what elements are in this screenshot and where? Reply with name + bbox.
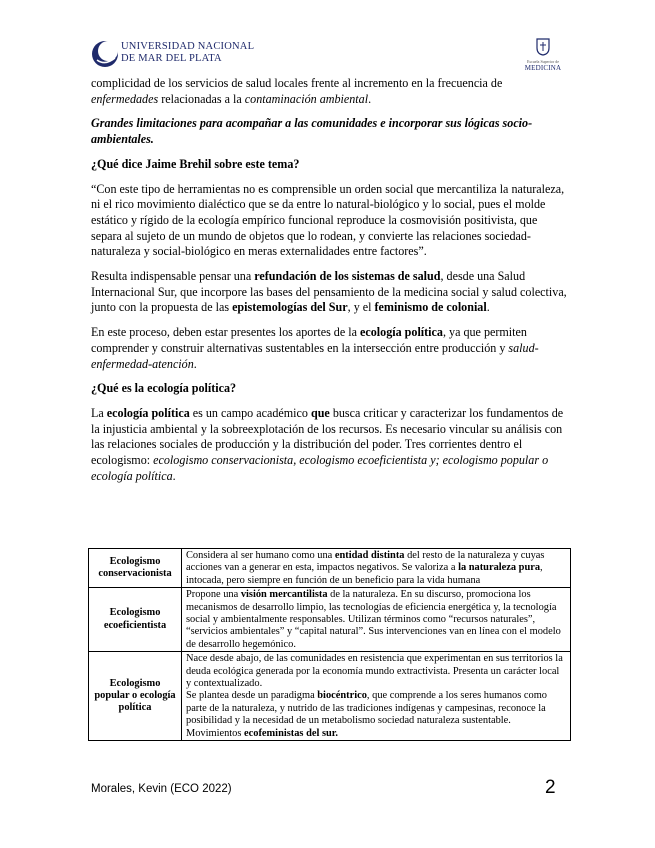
- row-desc-popular: Nace desde abajo, de las comunidades en resistencia que experimentan en sus territorios la deuda ecológica generada por la economía mundo extractivista. Presenta un carácter local y contextualizado. Se plantea desde un paradigma biocéntrico, que comprende a los seres humanos como parte de la naturaleza, y nutrido de las tradiciones indígenas y campesinas, reconoce la posibilidad y la necesidad de un metabolismo sociedad naturaleza sustentable. Movimientos ecofeministas del sur.: [182, 652, 571, 741]
- table-row: [89, 549, 571, 588]
- faculty-crest-icon: [536, 38, 550, 56]
- faculty-name-bottom: MEDICINA: [524, 64, 562, 72]
- row-desc-ecoeficientista: Propone una visión mercantilista de la naturaleza. En su discurso, promociona los mecanismos de desarrollo limpio, las tecnologías de eficiencia energética y, la tecnología social y ambientalmente responsables. Utilizan términos como “recursos naturales”, “servicios ambientales” y “capital natural”. Sus intervenciones van en línea con el modelo de desarrollo hegemónico.: [182, 588, 571, 652]
- row-desc-conservacionista: Considera al ser humano como una entidad distinta del resto de la naturaleza y cuyas acciones van a generar en esta, impactos negativos. Se valoriza a la naturaleza pura, intocada, pero siempre en función de un beneficio para la vida humana: [182, 549, 571, 588]
- footer-author: Morales, Kevin (ECO 2022): [91, 783, 232, 795]
- quote-breilh: “Con este tipo de herramientas no es comprensible un orden social que mercantiliza la naturaleza, ni el rico movimiento dialéctico que se da entre lo natural-biológico y lo social, pues el molde estático y rígido de la ecología empírico funcional reproduce la cosmovisión positivista, que separa al sujeto de un mundo de objetos que lo rodean, y convierte las relaciones sociedad-naturaleza y social-biológico en meras externalidades entre factores”.: [91, 181, 565, 259]
- university-name-line2: DE MAR DEL PLATA: [121, 53, 222, 64]
- faculty-logo: [522, 38, 564, 76]
- page-number: 2: [545, 777, 556, 798]
- paragraph-refundacion: Resulta indispensable pensar una refundación de los sistemas de salud, desde una Salud Internacional Sur, que incorpore las bases del pensamiento de la medicina social y salud colectiva, junto con la propuesta de las epistemologías del Sur, y el feminismo de colonial.: [91, 269, 567, 315]
- heading-breilh: ¿Qué dice Jaime Brehil sobre este tema?: [91, 156, 300, 171]
- paragraph-proceso: En este proceso, deben estar presentes los aportes de la ecología política, ya que permiten comprender y construir alternativas sustentables en la intersección entre producción y salud-enfermedad-atención.: [91, 325, 539, 371]
- document-body: [91, 76, 567, 493]
- row-name-conservacionista: Ecologismo conservacionista: [89, 549, 182, 588]
- university-logo: [91, 36, 255, 76]
- ecologism-table: [88, 548, 571, 741]
- table-row: [89, 588, 571, 652]
- heading-ecologia-politica: ¿Qué es la ecología política?: [91, 381, 237, 396]
- table-row: [89, 652, 571, 741]
- university-name-line1: UNIVERSIDAD NACIONAL: [121, 41, 255, 52]
- faculty-name-top: Escuela Superior de: [527, 59, 559, 64]
- university-emblem-icon: [91, 36, 119, 72]
- row-name-ecoeficientista: Ecologismo ecoeficientista: [89, 588, 182, 652]
- section-subtitle: Grandes limitaciones para acompañar a las comunidades e incorporar sus lógicas socio-ambientales.: [91, 116, 533, 147]
- row-name-popular: Ecologismo popular o ecología política: [89, 652, 182, 741]
- paragraph-intro: complicidad de los servicios de salud locales frente al incremento en la frecuencia de enfermedades relacionadas a la contaminación ambiental.: [91, 76, 503, 106]
- paragraph-ecologia-definition: La ecología política es un campo académico que busca criticar y caracterizar los fundamentos de la injusticia ambiental y la sobreexplotación de los recursos. Es necesario vincular su análisis con las relaciones sociales de producción y la distribución del poder. Tres corrientes dentro el ecologismo: ecologismo conservacionista, ecologismo ecoeficientista y; ecologismo popular o ecología política.: [91, 405, 564, 483]
